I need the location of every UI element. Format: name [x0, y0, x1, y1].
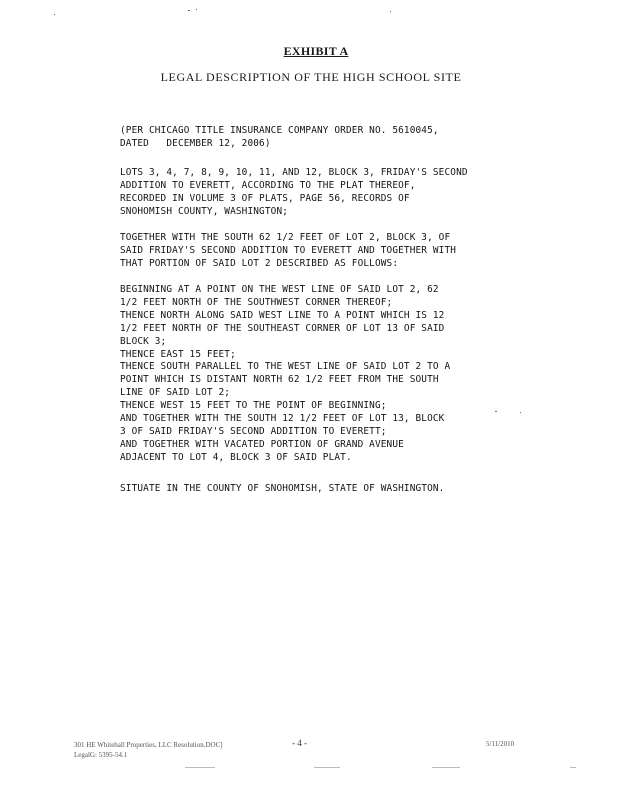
legal-description-paragraph-1 [120, 125, 500, 151]
page-number: - 4 - [292, 738, 307, 748]
scan-artifact [520, 412, 521, 413]
document-heading: LEGAL DESCRIPTION OF THE HIGH SCHOOL SITE [160, 70, 462, 84]
scan-artifact [188, 10, 190, 11]
text-line: BEGINNING AT A POINT ON THE WEST LINE OF SAID LOT 2, 62 [120, 284, 439, 295]
text-line: THENCE SOUTH PARALLEL TO THE WEST LINE OF SAID LOT 2 TO A [120, 361, 451, 373]
scan-artifact [196, 9, 197, 10]
legal-description-paragraph-2 [120, 167, 500, 219]
scan-artifact [185, 767, 215, 768]
text-line: ADDITION TO EVERETT, ACCORDING TO THE PLAT THEREOF, [120, 179, 416, 191]
text-line: ADJACENT TO LOT 4, BLOCK 3 OF SAID PLAT. [120, 451, 352, 463]
footer-date: 5/11/2010 [486, 740, 515, 748]
scan-artifact [54, 14, 55, 15]
text-line: LINE OF SAID LOT 2; [120, 387, 231, 399]
exhibit-title: EXHIBIT A [283, 44, 349, 58]
legal-description-paragraph-5 [120, 483, 500, 496]
text-line: BLOCK 3; [120, 335, 167, 347]
footer-file-name: 301 HE Whitehall Properties, LLC Resolution.DOC] [74, 741, 223, 749]
text-line: SNOHOMISH COUNTY, WASHINGTON; [120, 205, 289, 217]
text-line: LOTS 3, 4, 7, 8, 9, 10, 11, AND 12, BLOCK 3, FRIDAY'S SECOND [120, 167, 468, 178]
text-line: DATED DECEMBER 12, 2006) [120, 137, 271, 149]
scan-artifact [570, 767, 576, 768]
text-line: 1/2 FEET NORTH OF THE SOUTHEAST CORNER OF LOT 13 OF SAID [120, 322, 445, 334]
footer-file-reference [74, 740, 223, 760]
scan-artifact [314, 767, 340, 768]
legal-description-paragraph-4 [120, 284, 500, 465]
text-line: AND TOGETHER WITH THE SOUTH 12 1/2 FEET OF LOT 13, BLOCK [120, 413, 445, 425]
text-line: 3 OF SAID FRIDAY'S SECOND ADDITION TO EVERETT; [120, 425, 387, 437]
text-line: SITUATE IN THE COUNTY OF SNOHOMISH, STATE OF WASHINGTON. [120, 483, 445, 494]
text-line: THENCE NORTH ALONG SAID WEST LINE TO A POINT WHICH IS 12 [120, 309, 445, 321]
text-line: AND TOGETHER WITH VACATED PORTION OF GRAND AVENUE [120, 438, 404, 450]
scan-artifact [432, 767, 460, 768]
text-line: POINT WHICH IS DISTANT NORTH 62 1/2 FEET FROM THE SOUTH [120, 374, 439, 386]
text-line: (PER CHICAGO TITLE INSURANCE COMPANY ORDER NO. 5610045, [120, 125, 439, 136]
text-line: THAT PORTION OF SAID LOT 2 DESCRIBED AS FOLLOWS: [120, 257, 399, 269]
legal-description-paragraph-3 [120, 232, 500, 271]
scan-artifact [495, 411, 497, 412]
text-line: RECORDED IN VOLUME 3 OF PLATS, PAGE 56, RECORDS OF [120, 192, 410, 204]
text-line: THENCE EAST 15 FEET; [120, 348, 236, 360]
text-line: THENCE WEST 15 FEET TO THE POINT OF BEGINNING; [120, 400, 387, 412]
scan-artifact [390, 11, 391, 12]
footer-doc-id: LegalG: 5395-54.1 [74, 751, 128, 759]
text-line: SAID FRIDAY'S SECOND ADDITION TO EVERETT AND TOGETHER WITH [120, 244, 457, 256]
text-line: TOGETHER WITH THE SOUTH 62 1/2 FEET OF LOT 2, BLOCK 3, OF [120, 232, 451, 243]
text-line: 1/2 FEET NORTH OF THE SOUTHWEST CORNER THEREOF; [120, 296, 393, 308]
